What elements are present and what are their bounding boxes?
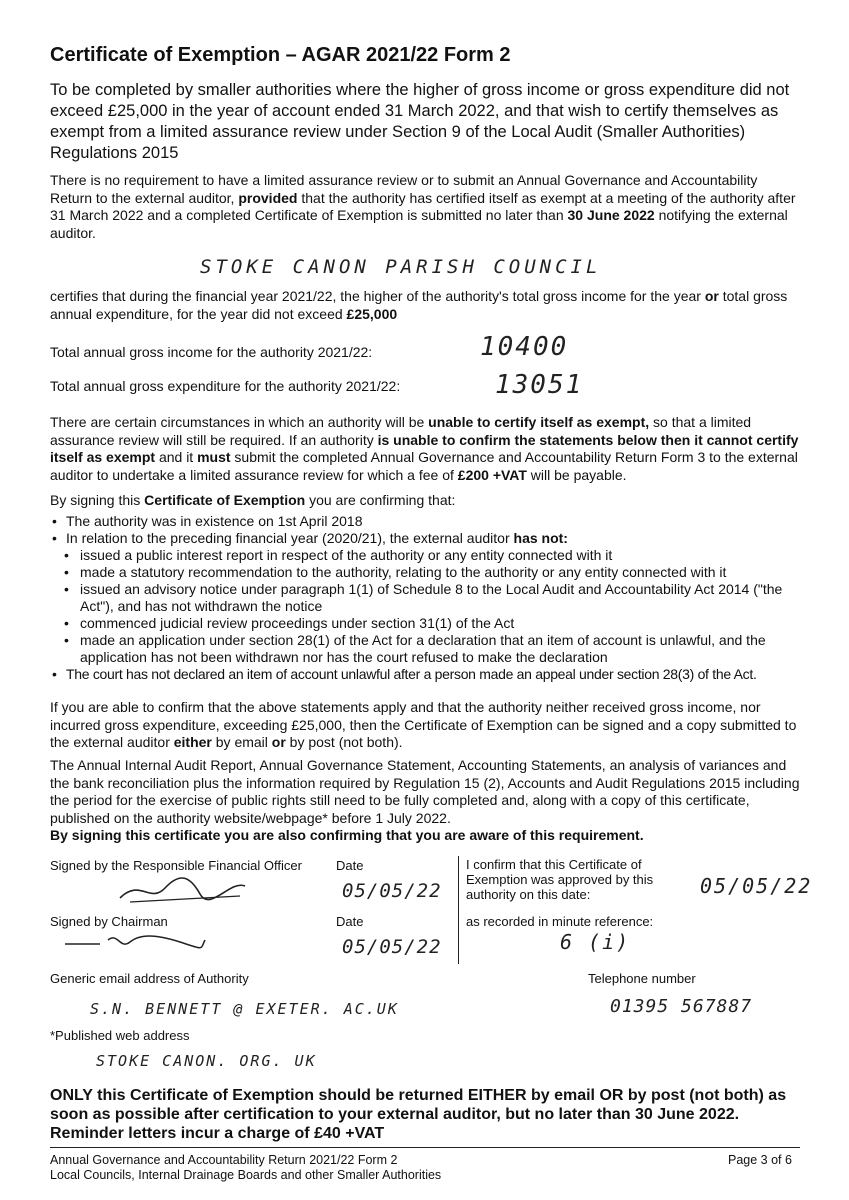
telephone-label: Telephone number	[588, 971, 696, 986]
telephone-value: 01395 567887	[610, 996, 753, 1017]
chairman-signature	[60, 930, 210, 956]
list-item: • made an application under section 28(1) of the Act for a declaration that an item of account is unlawful, and the application has not been withdrawn nor has the court refused to make the declaration	[50, 632, 800, 666]
rfo-date-value: 05/05/22	[342, 880, 442, 902]
expenditure-value: 13051	[495, 370, 584, 400]
footer-divider	[50, 1147, 800, 1148]
certifies-paragraph: certifies that during the financial year 2021/22, the higher of the authority's total gross income for the year or total gross annual expenditure, for the year did not exceed £25,000	[50, 288, 788, 322]
rfo-signature	[110, 868, 260, 910]
footer-left	[50, 1153, 441, 1183]
email-label: Generic email address of Authority	[50, 971, 249, 986]
rfo-signature-label: Signed by the Responsible Financial Officer	[50, 858, 302, 873]
web-address-value: STOKE CANON. ORG. UK	[96, 1052, 317, 1070]
confirmation-list	[50, 513, 800, 683]
chairman-date-value: 05/05/22	[342, 936, 442, 958]
approval-confirm-label: I confirm that this Certificate of Exemption was approved by this authority on this date:	[466, 857, 654, 902]
list-item: • The authority was in existence on 1st April 2018	[50, 513, 800, 530]
minute-reference-value: 6 (i)	[560, 930, 631, 954]
page-title: Certificate of Exemption – AGAR 2021/22 Form 2	[50, 44, 511, 66]
list-item: • The court has not declared an item of account unlawful after a person made an appeal under section 28(3) of the Act.	[50, 666, 800, 683]
unable-paragraph: There are certain circumstances in which an authority will be unable to certify itself as exempt, so that a limited assurance review will still be required. If an authority is unable to confirm the statements below then it cannot certify itself as exempt and it must submit the completed Annual Governance and Accountability Return Form 3 to the external auditor to undertake a limited assurance review for which a fee of £200 +VAT will be payable.	[50, 414, 799, 483]
footer-form-title: Annual Governance and Accountability Return 2021/22 Form 2	[50, 1153, 398, 1167]
approval-date-value: 05/05/22	[700, 874, 813, 898]
rfo-date-label: Date	[336, 858, 364, 873]
footer-authorities: Local Councils, Internal Drainage Boards and other Smaller Authorities	[50, 1168, 442, 1182]
income-value: 10400	[480, 332, 569, 362]
return-instructions: ONLY this Certificate of Exemption should be returned EITHER by email OR by post (not both) as soon as possible after certification to your external auditor, but no later than 30 June 2022. Reminder letters incur a charge of £40 +VAT	[50, 1087, 787, 1142]
list-item: • In relation to the preceding financial year (2020/21), the external auditor has not:	[50, 530, 800, 547]
expenditure-label: Total annual gross expenditure for the authority 2021/22:	[50, 378, 401, 394]
web-address-label: *Published web address	[50, 1028, 190, 1043]
minute-reference-label: as recorded in minute reference:	[466, 914, 654, 929]
list-item: • issued a public interest report in respect of the authority or any entity connected with it	[50, 547, 800, 564]
intro-text: To be completed by smaller authorities where the higher of gross income or gross expenditure did not exceed £25,000 in the year of account ended 31 March 2022, and that wish to certify themselves as exempt from a limited assurance review under Section 9 of the Local Audit (Smaller Authorities) Regulations 2015	[50, 81, 790, 162]
list-item: • made a statutory recommendation to the authority, relating to the authority or any entity connected with it	[50, 564, 800, 581]
income-label: Total annual gross income for the authority 2021/22:	[50, 344, 373, 360]
email-value: S.N. BENNETT @ EXETER. AC.UK	[90, 1000, 399, 1018]
page-number: Page 3 of 6	[728, 1153, 792, 1167]
authority-name-handwritten: STOKE CANON PARISH COUNCIL	[200, 256, 602, 278]
list-item: • issued an advisory notice under paragraph 1(1) of Schedule 8 to the Local Audit and Accountability Act 2014 ("the Act"), and has not withdrawn the notice	[50, 581, 800, 615]
signing-intro: By signing this Certificate of Exemption you are confirming that:	[50, 492, 456, 508]
list-item: • commenced judicial review proceedings under section 31(1) of the Act	[50, 615, 800, 632]
able-to-confirm-paragraph: If you are able to confirm that the above statements apply and that the authority neither received gross income, nor incurred gross expenditure, exceeding £25,000, then the Certificate of Exemption can be signed and a copy submitted to the external auditor either by email or by post (not both).	[50, 699, 797, 750]
chairman-signature-label: Signed by Chairman	[50, 914, 168, 929]
publication-paragraph: The Annual Internal Audit Report, Annual Governance Statement, Accounting Statements, an analysis of variances and the bank reconciliation plus the information required by Regulation 15 (2), Accounts and Audit Regulations 2015 including the period for the exercise of public rights still need to be fully completed and, along with a copy of this certificate, published on the authority website/webpage* before 1 July 2022. By signing this certificate you are also confirming that you are aware of this requirement.	[50, 757, 800, 843]
no-requirement-paragraph: There is no requirement to have a limited assurance review or to submit an Annual Governance and Accountability Return to the external auditor, provided that the authority has certified itself as exempt at a meeting of the authority after 31 March 2022 and a completed Certificate of Exemption is submitted no later than 30 June 2022 notifying the external auditor.	[50, 172, 796, 241]
chairman-date-label: Date	[336, 914, 364, 929]
